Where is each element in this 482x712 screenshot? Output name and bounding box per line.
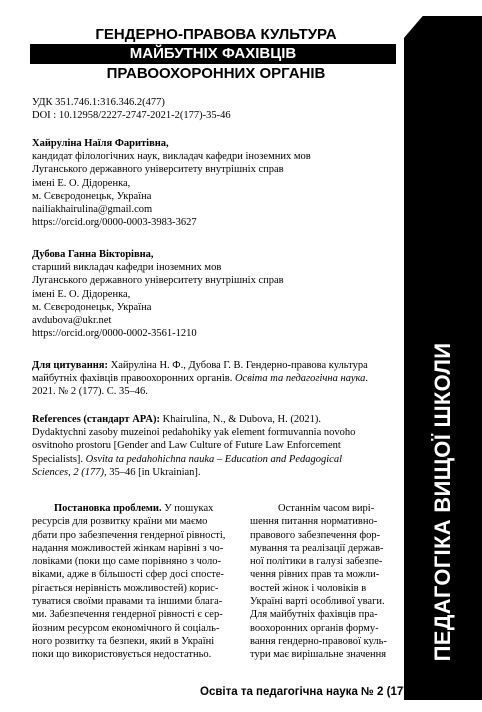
paragraph-line: віками, адже в більшості сфер досі спосте- [32, 569, 225, 581]
article-title-line-3: ПРАВООХОРОННИХ ОРГАНІВ [106, 65, 326, 82]
paragraph-line: Для майбутніх фахівців пра- [250, 609, 378, 621]
body-right-column [250, 502, 400, 662]
paragraph-line: чення рівних прав та можли- [250, 569, 380, 581]
section-heading: Постановка проблеми. [54, 503, 162, 514]
section-label: ПЕДАГОГІКА ВИЩОЇ ШКОЛИ [430, 342, 455, 662]
article-title-line-1: ГЕНДЕРНО-ПРАВОВА КУЛЬТУРА [95, 26, 337, 43]
article-title-line-2: МАЙБУТНІХ ФАХІВЦІВ [30, 44, 396, 64]
paragraph-line: ного розвитку та безпеки, який в Україні [32, 635, 215, 647]
author-email[interactable]: avdubova@ukr.net [32, 315, 112, 327]
paragraph-line: правового забезпечення фор- [250, 529, 381, 541]
citation-text: . [365, 373, 369, 385]
page-footer: Освіта та педагогічна наука № 2 (177), 2021 35 [200, 686, 462, 698]
author-university-name: імені Е. О. Дідоренка, [32, 177, 131, 189]
paragraph-line: ної політики в галузі забезпе- [250, 556, 383, 568]
author-degree: старший викладач кафедри іноземних мов [32, 262, 222, 274]
references-journal: Osvita ta pedahohichna nauka – Education and Pedagogical [85, 453, 343, 465]
paragraph-line: мування та реалізації держав- [250, 542, 384, 554]
paragraph-line: воохоронних органів форму- [250, 622, 379, 634]
references-text: 35–46 [in Ukrainian]. [106, 466, 201, 478]
references-text: osvitnoho prostoru [Gender and Law Culture of Future Law Enforcement [32, 440, 341, 452]
author-city: м. Сєвєродонецьк, Україна [32, 301, 152, 313]
author-orcid[interactable]: https://orcid.org/0000-0002-3561-1210 [32, 328, 197, 340]
paragraph-line: дбати про забезпечення гендерної рівності, [32, 529, 226, 541]
paragraph-line: Україні варті особливої уваги. [250, 596, 385, 608]
paragraph-line: ми. Забезпечення гендерної рівності є сер- [32, 609, 223, 621]
paragraph-line: рігається нерівність можливостей) корис- [32, 582, 219, 594]
citation-journal: Освіта та педагогічна наука [234, 373, 366, 385]
references-label: References (стандарт APA): [32, 414, 160, 425]
author-email[interactable]: nailiakhairulina@gmail.com [32, 204, 153, 216]
citation-label: Для цитування: [32, 360, 108, 371]
paragraph-line: ресурсів для розвитку країни ми маємо [32, 516, 208, 528]
body-left-column [32, 502, 242, 662]
paragraph-line: Останнім часом вирі- [278, 503, 375, 514]
paragraph-line: шення питання нормативно- [250, 516, 378, 528]
references-text: Dydaktychni zasoby muzeinoi pedahohiky yak element formuvannia novoho [32, 427, 356, 439]
citation-text: Хайруліна Н. Ф., Дубова Г. В. Гендерно-правова культура [108, 360, 368, 371]
references-text: Specialists]. [32, 453, 86, 465]
paragraph-text: У пошуках [161, 503, 214, 514]
references-journal: Sciences, 2 (177), [32, 466, 107, 478]
paragraph-line: ловіками (поки що саме порівняно з чоло- [32, 556, 221, 568]
paragraph-line: востей жінок і чоловіків в [250, 582, 367, 594]
author-city: м. Сєвєродонецьк, Україна [32, 190, 152, 202]
author-university: Луганського державного університету внутрішніх справ [32, 164, 284, 176]
author-name: Дубова Ганна Вікторівна, [32, 249, 154, 260]
doi-link[interactable]: DOI : 10.12958/2227-2747-2021-2(177)-35-46 [32, 110, 231, 121]
udc-code: УДК 351.746.1:316.346.2(477) [32, 97, 165, 108]
author-block-2 [32, 248, 396, 340]
paragraph-line: поки що використовується недостатньо. [32, 649, 212, 661]
citation-text: 2021. № 2 (177). С. 35–46. [32, 386, 148, 398]
author-degree: кандидат філологічних наук, викладач кафедри іноземних мов [32, 151, 311, 163]
citation-block [32, 359, 396, 399]
author-university: Луганського державного університету внутрішніх справ [32, 275, 284, 287]
references-text: Khairulina, N., & Dubova, H. (2021). [159, 414, 321, 425]
paragraph-line: надання можливостей жінкам нарівні з чо- [32, 542, 224, 554]
paragraph-line: тури має вирішальне значення [250, 649, 387, 661]
paragraph-line: вання гендерно-правової куль- [250, 635, 387, 647]
author-name: Хайруліна Наїля Фаритівна, [32, 138, 169, 149]
author-block-1 [32, 137, 396, 229]
author-university-name: імені Е. О. Дідоренка, [32, 288, 131, 300]
paragraph-line: туватися своїми правами та іншими блага- [32, 596, 223, 608]
paragraph-line: йозним ресурсом економічного й соціаль- [32, 622, 220, 634]
citation-text: майбутніх фахівців правоохоронних органів. [32, 373, 235, 385]
references-block [32, 413, 396, 479]
author-orcid[interactable]: https://orcid.org/0000-0003-3983-3627 [32, 217, 197, 229]
